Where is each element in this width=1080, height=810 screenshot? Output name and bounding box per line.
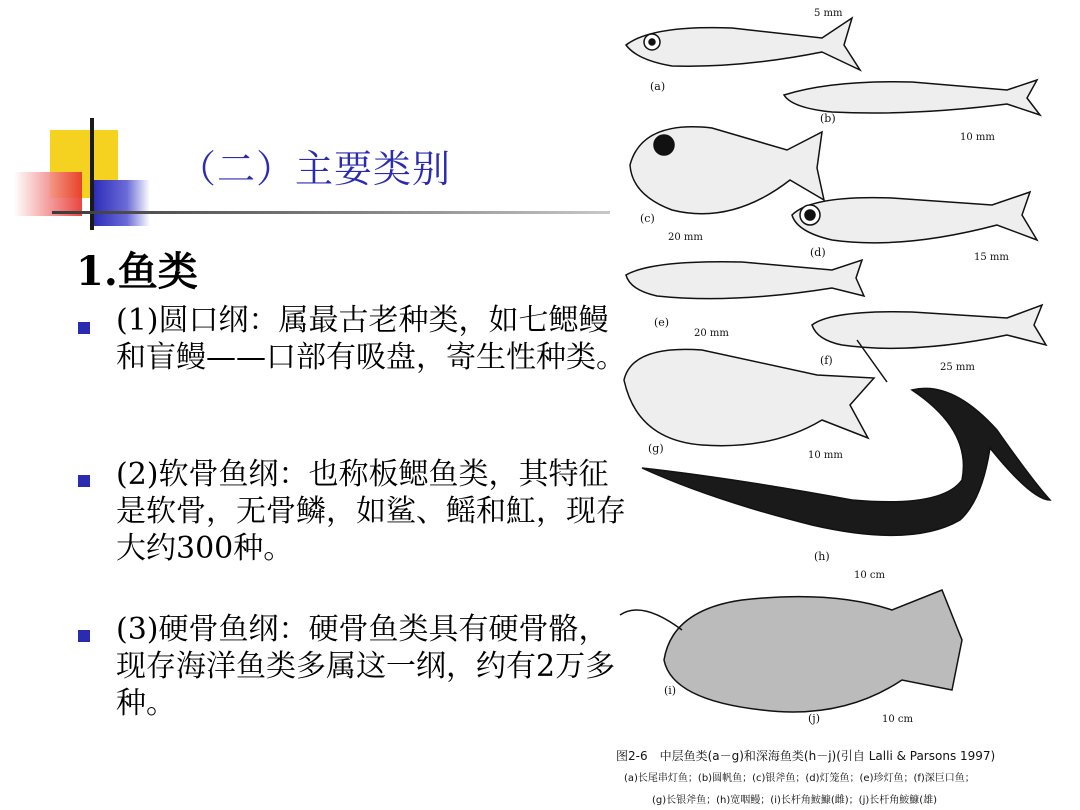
fish-b-ribbon-fish-illustration <box>784 80 1040 115</box>
scale-f: 25 mm <box>940 362 975 373</box>
decor-blue-square <box>92 180 150 226</box>
scale-e: 20 mm <box>694 328 729 339</box>
bullet-marker <box>78 630 90 642</box>
bullet-text-cyclostomata: (1)圆口纲：属最古老种类，如七鳃鳗和盲鳗——口部有吸盘，寄生性种类。 <box>116 303 626 375</box>
decor-red-square <box>14 172 82 216</box>
bullet-text-chondrichthyes: (2)软骨鱼纲：也称板鳃鱼类，其特征是软骨，无骨鳞，如鲨、鳐和魟，现存大约300种。 <box>116 457 626 566</box>
title-underline <box>52 211 610 214</box>
label-h: (h) <box>814 550 830 563</box>
label-d: (d) <box>810 246 826 259</box>
scale-b: 10 mm <box>960 132 995 143</box>
label-j: (j) <box>808 712 820 725</box>
label-b: (b) <box>820 112 836 125</box>
label-e: (e) <box>654 316 670 329</box>
scale-d: 15 mm <box>974 252 1009 263</box>
slide-title: （二）主要类别 <box>178 147 452 191</box>
bullet-text-osteichthyes: (3)硬骨鱼纲：硬骨鱼类具有硬骨骼，现存海洋鱼类多属这一纲，约有2万多种。 <box>116 612 616 721</box>
bullet-marker <box>78 322 90 334</box>
fish-f-dragonfish-illustration <box>812 305 1046 382</box>
label-c: (c) <box>640 212 655 225</box>
fish-illustration-figure <box>612 0 1074 810</box>
fish-g-hatchetfish-illustration <box>624 349 874 445</box>
fish-c-hatchetfish-illustration <box>630 127 824 214</box>
scale-a: 5 mm <box>814 8 843 19</box>
fish-e-pearleye-illustration <box>626 260 864 299</box>
fish-a-lanternfish-illustration <box>626 18 860 70</box>
scale-j: 10 cm <box>882 714 913 725</box>
figure-caption-line2: (a)长尾串灯鱼；(b)圆帆鱼；(c)银斧鱼；(d)灯笼鱼；(e)珍灯鱼；(f)深巨口鱼； <box>624 773 975 784</box>
section-heading: 1.鱼类 <box>76 248 198 295</box>
figure-caption-line1: 图2-6 中层鱼类(a－g)和深海鱼类(h－j)(引自 Lalli & Parsons 1997) <box>616 749 996 763</box>
fish-d-lanternfish-illustration <box>792 192 1037 243</box>
scale-c: 20 mm <box>668 232 703 243</box>
scale-g: 10 mm <box>808 450 843 461</box>
label-f: (f) <box>820 354 833 367</box>
figure-caption-line3: (g)长银斧鱼；(h)宽咽鳗；(i)长杆角鮟鱇(雌)；(j)长杆角鮟鱇(雄) <box>652 795 938 806</box>
scale-h: 10 cm <box>854 570 885 581</box>
label-g: (g) <box>648 442 664 455</box>
bullet-marker <box>78 475 90 487</box>
label-a: (a) <box>650 80 666 93</box>
label-i: (i) <box>664 684 677 697</box>
